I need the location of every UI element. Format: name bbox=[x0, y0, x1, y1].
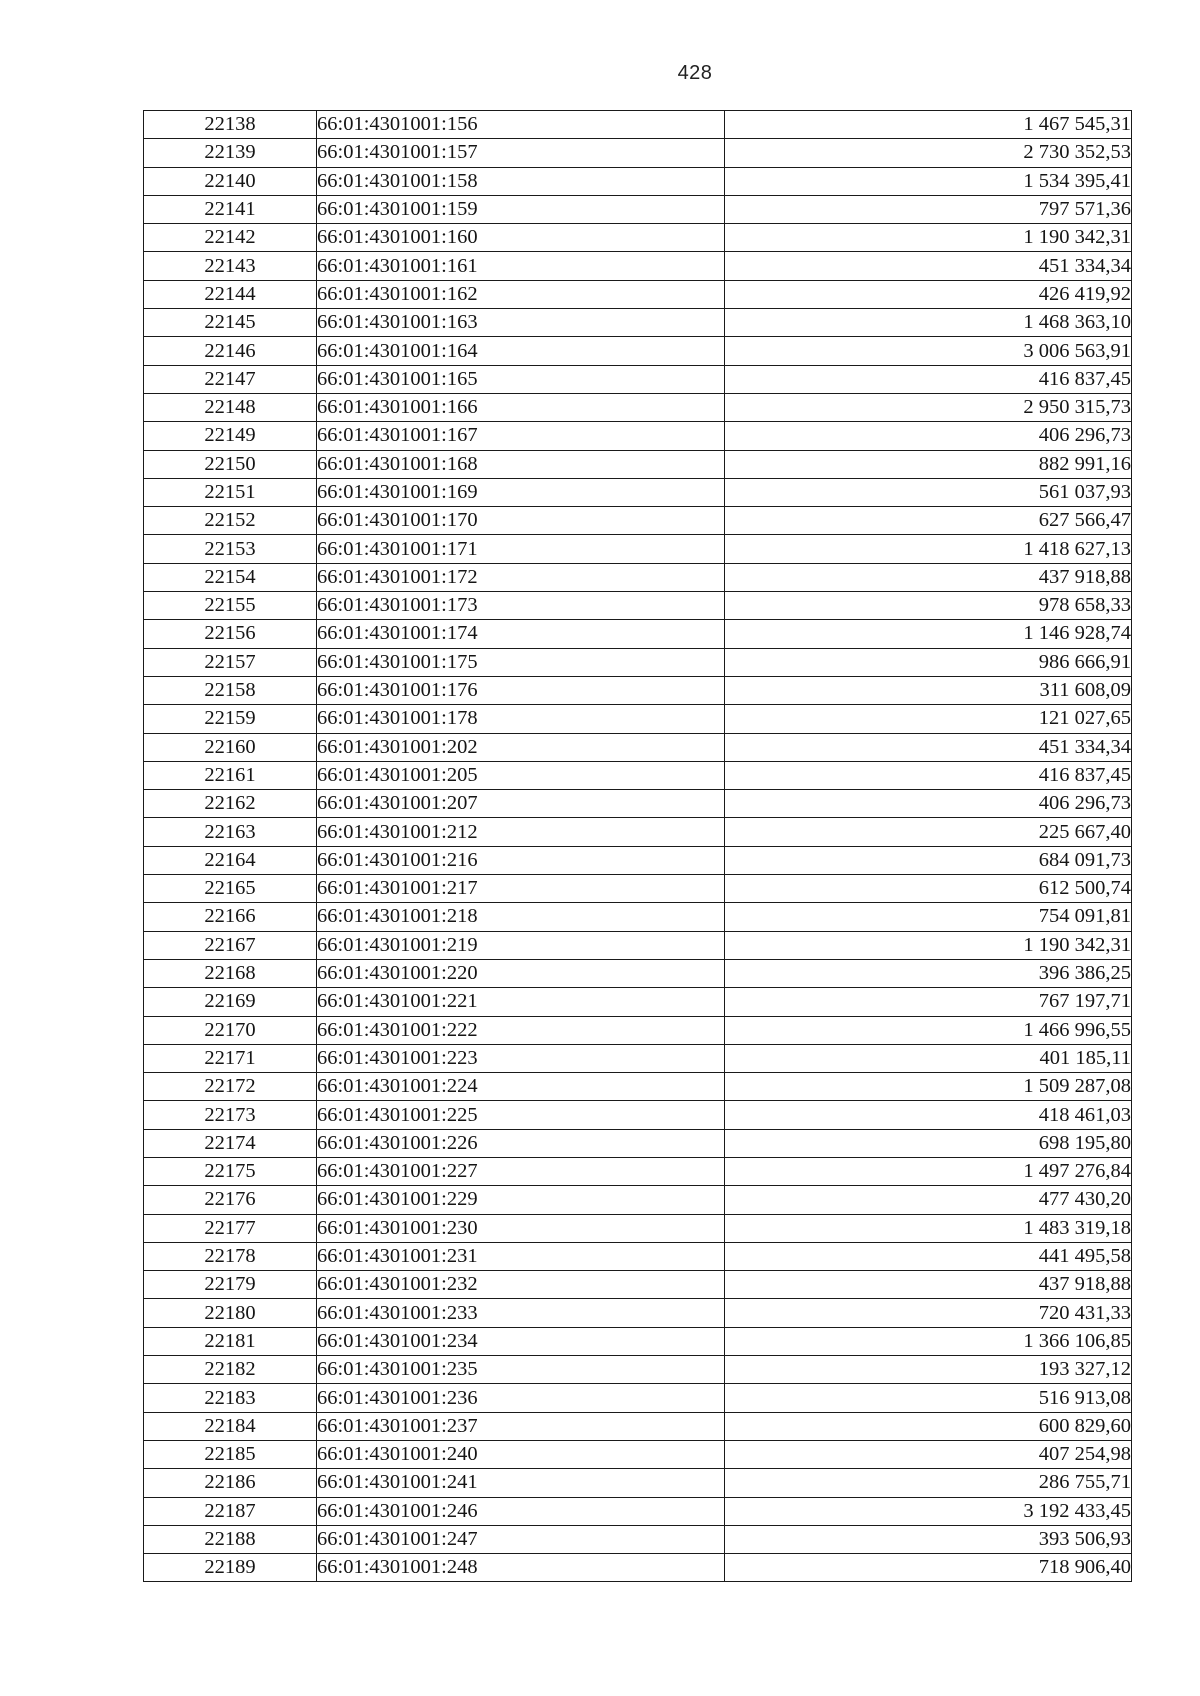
cadastral-number-cell: 66:01:4301001:235 bbox=[317, 1356, 725, 1384]
row-number-cell: 22168 bbox=[144, 959, 317, 987]
cadastral-value-cell: 121 027,65 bbox=[725, 705, 1132, 733]
cadastral-number-cell: 66:01:4301001:241 bbox=[317, 1469, 725, 1497]
cadastral-value-cell: 1 190 342,31 bbox=[725, 224, 1132, 252]
table-row bbox=[144, 337, 1132, 365]
table-row bbox=[144, 252, 1132, 280]
cadastral-value-cell: 882 991,16 bbox=[725, 450, 1132, 478]
table-row bbox=[144, 875, 1132, 903]
cadastral-value-cell: 1 418 627,13 bbox=[725, 535, 1132, 563]
row-number-cell: 22144 bbox=[144, 280, 317, 308]
table-row bbox=[144, 393, 1132, 421]
cadastral-number-cell: 66:01:4301001:169 bbox=[317, 478, 725, 506]
row-number-cell: 22173 bbox=[144, 1101, 317, 1129]
cadastral-number-cell: 66:01:4301001:220 bbox=[317, 959, 725, 987]
cadastral-number-cell: 66:01:4301001:232 bbox=[317, 1271, 725, 1299]
cadastral-number-cell: 66:01:4301001:178 bbox=[317, 705, 725, 733]
table-row bbox=[144, 1469, 1132, 1497]
cadastral-value-cell: 396 386,25 bbox=[725, 959, 1132, 987]
cadastral-number-cell: 66:01:4301001:168 bbox=[317, 450, 725, 478]
row-number-cell: 22139 bbox=[144, 139, 317, 167]
cadastral-value-cell: 2 730 352,53 bbox=[725, 139, 1132, 167]
table-row bbox=[144, 818, 1132, 846]
row-number-cell: 22172 bbox=[144, 1073, 317, 1101]
table-row bbox=[144, 790, 1132, 818]
cadastral-number-cell: 66:01:4301001:160 bbox=[317, 224, 725, 252]
cadastral-number-cell: 66:01:4301001:159 bbox=[317, 195, 725, 223]
cadastral-value-table-container bbox=[143, 110, 1132, 1582]
table-row bbox=[144, 535, 1132, 563]
cadastral-value-cell: 1 509 287,08 bbox=[725, 1073, 1132, 1101]
table-row bbox=[144, 592, 1132, 620]
cadastral-number-cell: 66:01:4301001:216 bbox=[317, 846, 725, 874]
cadastral-value-cell: 720 431,33 bbox=[725, 1299, 1132, 1327]
cadastral-number-cell: 66:01:4301001:236 bbox=[317, 1384, 725, 1412]
cadastral-number-cell: 66:01:4301001:219 bbox=[317, 931, 725, 959]
cadastral-value-cell: 437 918,88 bbox=[725, 1271, 1132, 1299]
table-row bbox=[144, 1157, 1132, 1185]
table-row bbox=[144, 1554, 1132, 1582]
cadastral-number-cell: 66:01:4301001:222 bbox=[317, 1016, 725, 1044]
table-row bbox=[144, 705, 1132, 733]
cadastral-value-cell: 3 006 563,91 bbox=[725, 337, 1132, 365]
table-row bbox=[144, 309, 1132, 337]
cadastral-value-cell: 561 037,93 bbox=[725, 478, 1132, 506]
cadastral-number-cell: 66:01:4301001:166 bbox=[317, 393, 725, 421]
row-number-cell: 22143 bbox=[144, 252, 317, 280]
cadastral-value-cell: 416 837,45 bbox=[725, 761, 1132, 789]
cadastral-value-cell: 600 829,60 bbox=[725, 1412, 1132, 1440]
cadastral-number-cell: 66:01:4301001:157 bbox=[317, 139, 725, 167]
cadastral-value-cell: 978 658,33 bbox=[725, 592, 1132, 620]
cadastral-number-cell: 66:01:4301001:175 bbox=[317, 648, 725, 676]
table-row bbox=[144, 1214, 1132, 1242]
row-number-cell: 22176 bbox=[144, 1186, 317, 1214]
table-row bbox=[144, 1186, 1132, 1214]
table-row bbox=[144, 648, 1132, 676]
row-number-cell: 22165 bbox=[144, 875, 317, 903]
cadastral-value-cell: 1 497 276,84 bbox=[725, 1157, 1132, 1185]
cadastral-value-cell: 516 913,08 bbox=[725, 1384, 1132, 1412]
cadastral-number-cell: 66:01:4301001:221 bbox=[317, 988, 725, 1016]
cadastral-value-cell: 437 918,88 bbox=[725, 563, 1132, 591]
row-number-cell: 22164 bbox=[144, 846, 317, 874]
cadastral-value-cell: 1 468 363,10 bbox=[725, 309, 1132, 337]
cadastral-value-cell: 193 327,12 bbox=[725, 1356, 1132, 1384]
row-number-cell: 22149 bbox=[144, 422, 317, 450]
cadastral-number-cell: 66:01:4301001:223 bbox=[317, 1044, 725, 1072]
table-row bbox=[144, 111, 1132, 139]
row-number-cell: 22154 bbox=[144, 563, 317, 591]
row-number-cell: 22158 bbox=[144, 676, 317, 704]
cadastral-value-cell: 393 506,93 bbox=[725, 1525, 1132, 1553]
cadastral-value-cell: 416 837,45 bbox=[725, 365, 1132, 393]
cadastral-value-cell: 418 461,03 bbox=[725, 1101, 1132, 1129]
cadastral-number-cell: 66:01:4301001:172 bbox=[317, 563, 725, 591]
cadastral-value-cell: 426 419,92 bbox=[725, 280, 1132, 308]
table-row bbox=[144, 507, 1132, 535]
cadastral-value-cell: 311 608,09 bbox=[725, 676, 1132, 704]
cadastral-number-cell: 66:01:4301001:240 bbox=[317, 1440, 725, 1468]
table-row bbox=[144, 1016, 1132, 1044]
row-number-cell: 22156 bbox=[144, 620, 317, 648]
table-row bbox=[144, 1327, 1132, 1355]
cadastral-number-cell: 66:01:4301001:165 bbox=[317, 365, 725, 393]
cadastral-value-cell: 1 190 342,31 bbox=[725, 931, 1132, 959]
table-row bbox=[144, 1271, 1132, 1299]
table-row bbox=[144, 903, 1132, 931]
table-row bbox=[144, 1497, 1132, 1525]
row-number-cell: 22188 bbox=[144, 1525, 317, 1553]
cadastral-number-cell: 66:01:4301001:176 bbox=[317, 676, 725, 704]
row-number-cell: 22145 bbox=[144, 309, 317, 337]
table-row bbox=[144, 1299, 1132, 1327]
cadastral-number-cell: 66:01:4301001:217 bbox=[317, 875, 725, 903]
row-number-cell: 22179 bbox=[144, 1271, 317, 1299]
row-number-cell: 22178 bbox=[144, 1242, 317, 1270]
table-row bbox=[144, 139, 1132, 167]
row-number-cell: 22159 bbox=[144, 705, 317, 733]
row-number-cell: 22163 bbox=[144, 818, 317, 846]
cadastral-number-cell: 66:01:4301001:205 bbox=[317, 761, 725, 789]
cadastral-number-cell: 66:01:4301001:156 bbox=[317, 111, 725, 139]
cadastral-value-cell: 1 483 319,18 bbox=[725, 1214, 1132, 1242]
cadastral-number-cell: 66:01:4301001:230 bbox=[317, 1214, 725, 1242]
cadastral-value-cell: 407 254,98 bbox=[725, 1440, 1132, 1468]
row-number-cell: 22160 bbox=[144, 733, 317, 761]
table-body bbox=[144, 111, 1132, 1582]
row-number-cell: 22161 bbox=[144, 761, 317, 789]
cadastral-value-cell: 986 666,91 bbox=[725, 648, 1132, 676]
cadastral-number-cell: 66:01:4301001:207 bbox=[317, 790, 725, 818]
cadastral-number-cell: 66:01:4301001:247 bbox=[317, 1525, 725, 1553]
cadastral-value-cell: 1 466 996,55 bbox=[725, 1016, 1132, 1044]
table-row bbox=[144, 365, 1132, 393]
cadastral-value-cell: 1 366 106,85 bbox=[725, 1327, 1132, 1355]
table-row bbox=[144, 1101, 1132, 1129]
row-number-cell: 22181 bbox=[144, 1327, 317, 1355]
table-row bbox=[144, 733, 1132, 761]
row-number-cell: 22157 bbox=[144, 648, 317, 676]
row-number-cell: 22141 bbox=[144, 195, 317, 223]
table-row bbox=[144, 195, 1132, 223]
row-number-cell: 22167 bbox=[144, 931, 317, 959]
cadastral-number-cell: 66:01:4301001:202 bbox=[317, 733, 725, 761]
table-row bbox=[144, 167, 1132, 195]
cadastral-number-cell: 66:01:4301001:233 bbox=[317, 1299, 725, 1327]
row-number-cell: 22140 bbox=[144, 167, 317, 195]
table-row bbox=[144, 1356, 1132, 1384]
row-number-cell: 22186 bbox=[144, 1469, 317, 1497]
row-number-cell: 22138 bbox=[144, 111, 317, 139]
row-number-cell: 22184 bbox=[144, 1412, 317, 1440]
row-number-cell: 22189 bbox=[144, 1554, 317, 1582]
cadastral-value-cell: 441 495,58 bbox=[725, 1242, 1132, 1270]
cadastral-value-cell: 1 534 395,41 bbox=[725, 167, 1132, 195]
cadastral-number-cell: 66:01:4301001:212 bbox=[317, 818, 725, 846]
row-number-cell: 22185 bbox=[144, 1440, 317, 1468]
cadastral-number-cell: 66:01:4301001:161 bbox=[317, 252, 725, 280]
table-row bbox=[144, 1044, 1132, 1072]
cadastral-number-cell: 66:01:4301001:227 bbox=[317, 1157, 725, 1185]
row-number-cell: 22182 bbox=[144, 1356, 317, 1384]
cadastral-value-cell: 797 571,36 bbox=[725, 195, 1132, 223]
cadastral-number-cell: 66:01:4301001:218 bbox=[317, 903, 725, 931]
table-row bbox=[144, 761, 1132, 789]
table-row bbox=[144, 959, 1132, 987]
table-row bbox=[144, 1412, 1132, 1440]
table-row bbox=[144, 563, 1132, 591]
row-number-cell: 22170 bbox=[144, 1016, 317, 1044]
cadastral-number-cell: 66:01:4301001:248 bbox=[317, 1554, 725, 1582]
row-number-cell: 22148 bbox=[144, 393, 317, 421]
cadastral-value-cell: 684 091,73 bbox=[725, 846, 1132, 874]
table-row bbox=[144, 846, 1132, 874]
table-row bbox=[144, 450, 1132, 478]
row-number-cell: 22180 bbox=[144, 1299, 317, 1327]
cadastral-value-cell: 225 667,40 bbox=[725, 818, 1132, 846]
table-row bbox=[144, 988, 1132, 1016]
cadastral-number-cell: 66:01:4301001:163 bbox=[317, 309, 725, 337]
table-row bbox=[144, 620, 1132, 648]
row-number-cell: 22183 bbox=[144, 1384, 317, 1412]
cadastral-value-cell: 286 755,71 bbox=[725, 1469, 1132, 1497]
cadastral-number-cell: 66:01:4301001:224 bbox=[317, 1073, 725, 1101]
row-number-cell: 22187 bbox=[144, 1497, 317, 1525]
row-number-cell: 22162 bbox=[144, 790, 317, 818]
cadastral-value-cell: 406 296,73 bbox=[725, 422, 1132, 450]
row-number-cell: 22152 bbox=[144, 507, 317, 535]
cadastral-number-cell: 66:01:4301001:158 bbox=[317, 167, 725, 195]
cadastral-number-cell: 66:01:4301001:226 bbox=[317, 1129, 725, 1157]
row-number-cell: 22142 bbox=[144, 224, 317, 252]
cadastral-number-cell: 66:01:4301001:246 bbox=[317, 1497, 725, 1525]
cadastral-value-cell: 477 430,20 bbox=[725, 1186, 1132, 1214]
cadastral-value-cell: 406 296,73 bbox=[725, 790, 1132, 818]
cadastral-value-cell: 2 950 315,73 bbox=[725, 393, 1132, 421]
table-row bbox=[144, 676, 1132, 704]
cadastral-number-cell: 66:01:4301001:173 bbox=[317, 592, 725, 620]
row-number-cell: 22146 bbox=[144, 337, 317, 365]
table-row bbox=[144, 1073, 1132, 1101]
row-number-cell: 22169 bbox=[144, 988, 317, 1016]
row-number-cell: 22155 bbox=[144, 592, 317, 620]
table-row bbox=[144, 1440, 1132, 1468]
row-number-cell: 22150 bbox=[144, 450, 317, 478]
row-number-cell: 22177 bbox=[144, 1214, 317, 1242]
row-number-cell: 22174 bbox=[144, 1129, 317, 1157]
table-row bbox=[144, 1242, 1132, 1270]
table-row bbox=[144, 931, 1132, 959]
cadastral-value-cell: 754 091,81 bbox=[725, 903, 1132, 931]
cadastral-value-cell: 718 906,40 bbox=[725, 1554, 1132, 1582]
cadastral-number-cell: 66:01:4301001:237 bbox=[317, 1412, 725, 1440]
cadastral-number-cell: 66:01:4301001:171 bbox=[317, 535, 725, 563]
cadastral-number-cell: 66:01:4301001:234 bbox=[317, 1327, 725, 1355]
cadastral-number-cell: 66:01:4301001:162 bbox=[317, 280, 725, 308]
cadastral-value-cell: 451 334,34 bbox=[725, 252, 1132, 280]
table-row bbox=[144, 280, 1132, 308]
cadastral-value-cell: 698 195,80 bbox=[725, 1129, 1132, 1157]
table-row bbox=[144, 224, 1132, 252]
row-number-cell: 22151 bbox=[144, 478, 317, 506]
cadastral-value-cell: 767 197,71 bbox=[725, 988, 1132, 1016]
cadastral-number-cell: 66:01:4301001:170 bbox=[317, 507, 725, 535]
cadastral-number-cell: 66:01:4301001:174 bbox=[317, 620, 725, 648]
table-row bbox=[144, 1384, 1132, 1412]
table-row bbox=[144, 1525, 1132, 1553]
row-number-cell: 22171 bbox=[144, 1044, 317, 1072]
row-number-cell: 22166 bbox=[144, 903, 317, 931]
cadastral-value-cell: 612 500,74 bbox=[725, 875, 1132, 903]
page-number: 428 bbox=[677, 62, 713, 84]
cadastral-value-cell: 1 467 545,31 bbox=[725, 111, 1132, 139]
cadastral-value-cell: 3 192 433,45 bbox=[725, 1497, 1132, 1525]
table-row bbox=[144, 478, 1132, 506]
row-number-cell: 22147 bbox=[144, 365, 317, 393]
row-number-cell: 22175 bbox=[144, 1157, 317, 1185]
cadastral-value-cell: 451 334,34 bbox=[725, 733, 1132, 761]
cadastral-value-cell: 1 146 928,74 bbox=[725, 620, 1132, 648]
cadastral-value-table bbox=[143, 110, 1132, 1582]
cadastral-number-cell: 66:01:4301001:229 bbox=[317, 1186, 725, 1214]
cadastral-number-cell: 66:01:4301001:164 bbox=[317, 337, 725, 365]
row-number-cell: 22153 bbox=[144, 535, 317, 563]
cadastral-number-cell: 66:01:4301001:231 bbox=[317, 1242, 725, 1270]
cadastral-value-cell: 401 185,11 bbox=[725, 1044, 1132, 1072]
table-row bbox=[144, 422, 1132, 450]
cadastral-value-cell: 627 566,47 bbox=[725, 507, 1132, 535]
table-row bbox=[144, 1129, 1132, 1157]
cadastral-number-cell: 66:01:4301001:167 bbox=[317, 422, 725, 450]
cadastral-number-cell: 66:01:4301001:225 bbox=[317, 1101, 725, 1129]
